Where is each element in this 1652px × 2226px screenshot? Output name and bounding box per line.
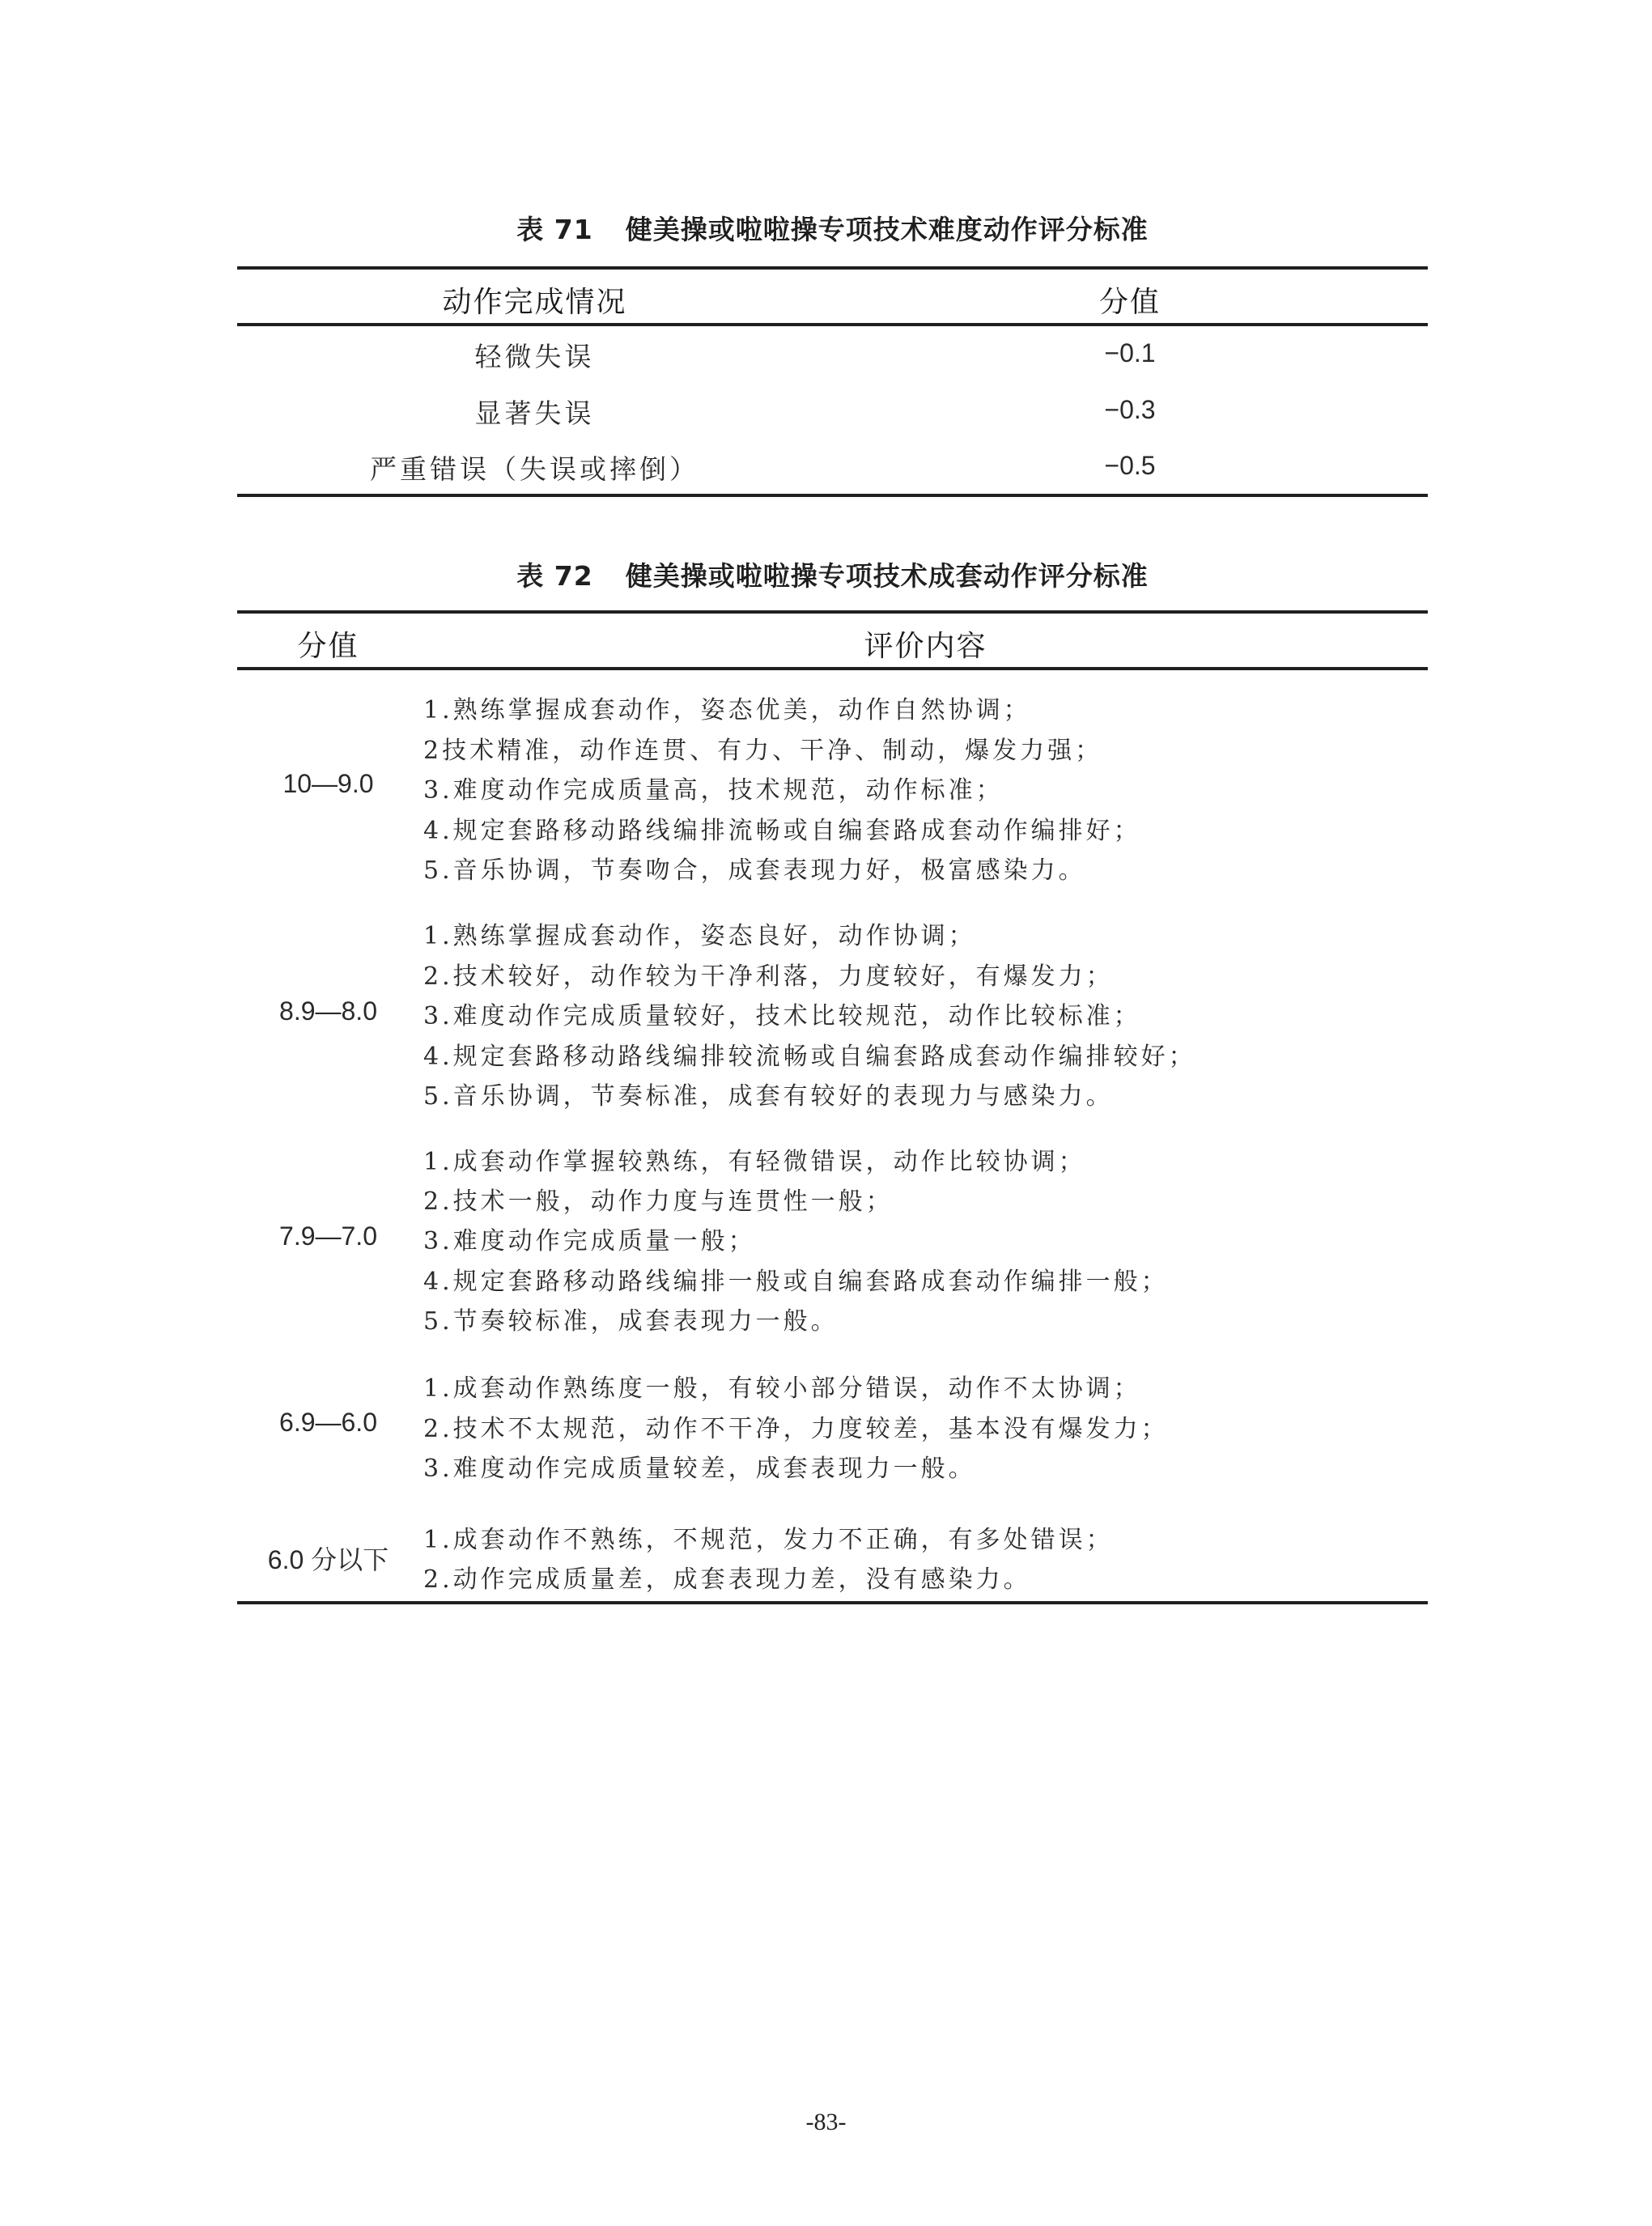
table72-item: 4.规定套路移动路线编排流畅或自编套路成套动作编排好； xyxy=(423,817,1141,845)
table72-item: 2.技术较好，动作较为干净利落，力度较好，有爆发力； xyxy=(423,962,1114,991)
table71-situation: 显著失误 xyxy=(474,397,595,429)
table72-item: 1.熟练掌握成套动作，姿态良好，动作协调； xyxy=(423,922,976,950)
table72-caption xyxy=(237,555,1428,593)
table72-header-score: 分值 xyxy=(297,630,359,663)
table72-caption-title: 健美操或啦啦操专项技术成套动作评分标准 xyxy=(625,560,1149,592)
table72-header-rule xyxy=(237,667,1428,670)
table71-caption xyxy=(237,209,1428,247)
table72-item: 2.动作完成质量差，成套表现力差，没有感染力。 xyxy=(423,1565,1031,1594)
table71-score: −0.3 xyxy=(1104,395,1156,424)
table71-header-situation: 动作完成情况 xyxy=(442,286,627,319)
table72-item: 2.技术不太规范，动作不干净，力度较差，基本没有爆发力； xyxy=(423,1415,1169,1443)
table72-item: 3.难度动作完成质量较差，成套表现力一般。 xyxy=(423,1455,976,1483)
table72-header-content: 评价内容 xyxy=(864,630,987,663)
table72-item: 5.音乐协调，节奏标准，成套有较好的表现力与感染力。 xyxy=(423,1082,1114,1111)
table71-score: −0.1 xyxy=(1104,338,1156,367)
table72-item: 4.规定套路移动路线编排较流畅或自编套路成套动作编排较好； xyxy=(423,1043,1196,1071)
table72-item: 4.规定套路移动路线编排一般或自编套路成套动作编排一般； xyxy=(423,1268,1169,1296)
table72-caption-number: 表 72 xyxy=(516,560,593,592)
table71-situation: 轻微失误 xyxy=(474,341,595,372)
table72-score: 10—9.0 xyxy=(282,769,374,798)
table72-top-rule xyxy=(237,610,1428,614)
table72-item: 2技术精准，动作连贯、有力、干净、制动，爆发力强； xyxy=(423,737,1103,765)
table72-item: 3.难度动作完成质量较好，技术比较规范，动作比较标准； xyxy=(423,1002,1141,1030)
table71-caption-title: 健美操或啦啦操专项技术难度动作评分标准 xyxy=(625,214,1149,245)
table71-header-rule xyxy=(237,323,1428,326)
table72-item: 1.成套动作熟练度一般，有较小部分错误，动作不太协调； xyxy=(423,1374,1141,1403)
table71-caption-number: 表 71 xyxy=(516,214,593,245)
table71-header-score: 分值 xyxy=(1098,286,1161,319)
page-number: -83- xyxy=(805,2109,847,2135)
table72-item: 1.熟练掌握成套动作，姿态优美，动作自然协调； xyxy=(423,696,1031,724)
table71-score: −0.5 xyxy=(1104,451,1156,480)
table71-bottom-rule xyxy=(237,494,1428,497)
table72-score: 6.9—6.0 xyxy=(279,1408,377,1437)
table71-situation: 严重错误（失误或摔倒） xyxy=(370,453,699,485)
table72-item: 3.难度动作完成质量一般； xyxy=(423,1227,756,1255)
table72-item: 3.难度动作完成质量高，技术规范，动作标准； xyxy=(423,776,1004,805)
table72-score: 7.9—7.0 xyxy=(279,1221,377,1251)
table72-score: 8.9—8.0 xyxy=(279,996,377,1026)
table72-bottom-rule xyxy=(237,1601,1428,1604)
table72-item: 1.成套动作掌握较熟练，有轻微错误，动作比较协调； xyxy=(423,1148,1086,1176)
table72-item: 2.技术一般，动作力度与连贯性一般； xyxy=(423,1187,894,1216)
table72-item: 1.成套动作不熟练，不规范，发力不正确，有多处错误； xyxy=(423,1526,1114,1554)
table72-item: 5.音乐协调，节奏吻合，成套表现力好，极富感染力。 xyxy=(423,856,1086,885)
table71-top-rule xyxy=(237,266,1428,270)
table72-item: 5.节奏较标准，成套表现力一般。 xyxy=(423,1307,839,1336)
table72-score: 6.0 分以下 xyxy=(267,1545,389,1574)
